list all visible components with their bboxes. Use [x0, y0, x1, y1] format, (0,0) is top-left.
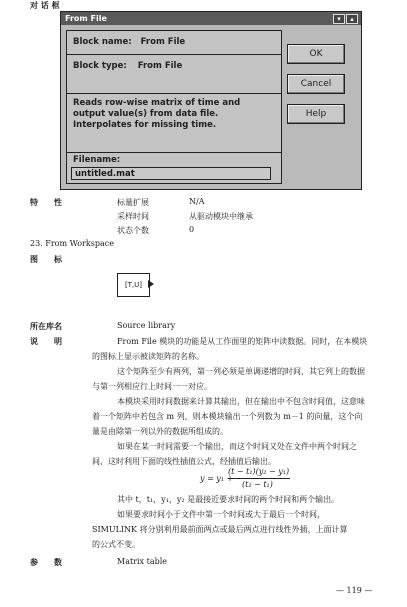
block-name-value: From File [140, 37, 186, 47]
description-line: 如果要求时间小于文件中第一个时间或大于最后一个时间， [117, 510, 325, 519]
ok-button[interactable]: OK [287, 44, 345, 64]
property-value: N/A [189, 197, 205, 206]
maximize-icon[interactable]: ▴ [346, 14, 358, 24]
description-line: From File 模块的功能是从工作面里的矩阵中读数据。同时，在本模块 [117, 337, 368, 346]
block-name-row [73, 37, 185, 47]
property-value: 从驱动模块中继承 [189, 212, 253, 221]
property-value: 0 [189, 225, 195, 234]
description-line: 其中 t，t₁，y₁，y₂ 是最接近要求时间的两个时间和两个输出。 [117, 495, 340, 504]
params-label: 参 数 [30, 558, 62, 567]
property-key: 状态个数 [117, 226, 149, 235]
description-line: 着一个矩阵中若包含 m 列，则本模块输出一个列数为 m－1 的向量，这个向 [92, 412, 363, 421]
from-workspace-block-icon: [T,U] [117, 273, 150, 297]
params-value: Matrix table [117, 557, 168, 566]
output-port-icon [148, 280, 154, 288]
divider [67, 54, 281, 55]
description-line: 与第一列相应行上时间一一对应。 [92, 382, 212, 391]
from-file-dialog [60, 11, 362, 190]
dialog-title: From File [65, 14, 107, 23]
library-value: Source library [117, 321, 176, 330]
dialog-titlebar [61, 12, 361, 25]
filename-input[interactable]: untitled.mat [71, 167, 271, 180]
section-heading: 23. From Workspace [30, 239, 114, 248]
description-line: 如果在某一时间需要一个输出，而这个时间又处在文件中两个时间之 [117, 442, 357, 451]
description-line: 本模块采用时间数据来计算其输出，但在输出中不包含时间值，这意味 [117, 397, 365, 406]
block-description [73, 98, 240, 131]
minimize-icon[interactable]: ▾ [333, 14, 345, 24]
description-line: 的公式不变。 [92, 540, 140, 549]
description-line: 这个矩阵至少有两列，第一列必须是单调递增的时间，其它列上的数据 [117, 367, 365, 376]
info-line: Reads row-wise matrix of time and [73, 98, 241, 108]
description-line: 间，这时利用下面的线性插值公式，经插值后输出。 [92, 457, 276, 466]
help-button[interactable]: Help [287, 104, 345, 124]
block-type-row [73, 61, 182, 71]
description-line: 的图标上显示被读矩阵的名称。 [92, 352, 204, 361]
block-type-label: Block type: [73, 61, 127, 71]
cancel-button[interactable]: Cancel [287, 74, 345, 94]
filename-label: Filename: [73, 155, 121, 165]
page-number: — 119 — [336, 586, 373, 595]
formula-denominator: (t₂ − t₁) [242, 480, 273, 489]
info-line: output value(s) from data file. [73, 109, 219, 119]
property-key: 标量扩展 [117, 198, 149, 207]
info-line: Interpolates for missing time. [73, 120, 217, 130]
formula-numerator: (t − t₁)(y₂ − y₁) [228, 467, 290, 476]
block-description-box [67, 93, 281, 153]
page-header-title: 对 话 框 [30, 1, 60, 10]
fraction-bar [228, 478, 290, 479]
properties-label: 特 性 [30, 198, 62, 207]
icon-label: 图 标 [30, 255, 62, 264]
property-key: 采样时间 [117, 212, 149, 221]
description-label: 说 明 [30, 337, 62, 346]
formula-lhs: y = y₁ + [200, 474, 234, 483]
library-label: 所在库名 [30, 322, 62, 331]
block-parameters-panel [66, 30, 282, 184]
description-line: SIMULINK 将分别利用最前面两点或最后两点进行线性外插，上面计算 [92, 525, 348, 534]
block-name-label: Block name: [73, 37, 132, 47]
description-line: 量是由除第一列以外的数据所组成的。 [92, 427, 228, 436]
block-type-value: From File [137, 61, 183, 71]
